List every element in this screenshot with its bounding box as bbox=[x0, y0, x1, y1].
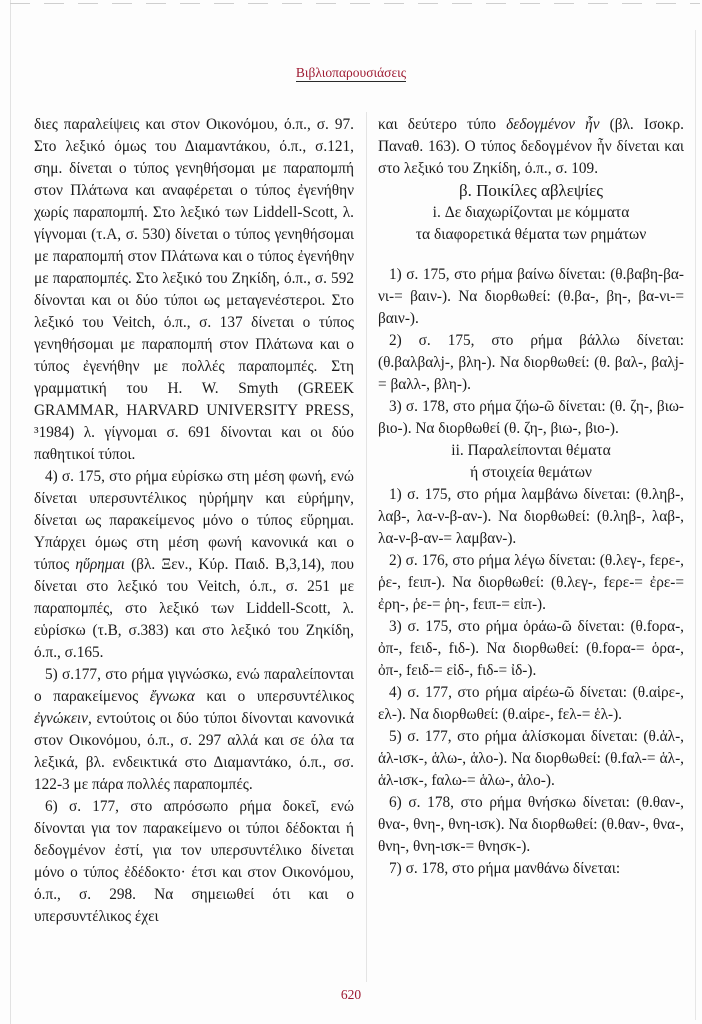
italic-term: ἐγνώκειν bbox=[34, 710, 88, 727]
list-item-ii-6: 6) σ. 178, στο ρήμα θνήσκω δίνεται: (θ.θαν-, θνα-, θνη-, θνη-ισκ). Να διορθωθεί: (θ.θαν-, θνα-, θνη-, θνη-ισκ-= θνησκ-). bbox=[378, 794, 684, 855]
italic-term: δεδογμένον ἦν bbox=[506, 116, 600, 133]
paragraph-continuation: διες παραλείψεις και στον Οικονόμου, ό.π., σ. 97. Στο λεξικό όμως του Διαμαντάκου, ό.π., σ.121, σημ. δίνεται ο τύπος γενηθήσομαι με παραπομπή στον Πλάτωνα και αναφέρεται ο τύπος ἐγενήθην χωρίς παραπομπή. Στο λεξικό των Liddell-Scott, λ. γίγνομαι (τ.Α, σ. 530) δίνεται ο τύπος γενηθήσομαι με παραπομπή στον Πλάτωνα και ο τύπος ἐγενήθην με παραπομπές. Στο λεξικό του Ζηκίδη, ό.π., σ. 592 δίνονται και οι δύο τύποι ως μεταγενέστεροι. Στο λεξικό του Veitch, ό.π., σ. 137 δίνεται ο τύπος γενηθήσομαι με παραπομπή στον Πλάτωνα και ο τύπος ἐγενήθην με πολλές παραπομπές. Στη γραμματική του H. W. Smyth (GREEK GRAMMAR, HARVARD UNIVERSITY PRESS, ³1984) λ. γίγνομαι σ. 691 δίνονται και οι δύο παθητικοί τύποι. bbox=[34, 116, 354, 463]
italic-term: ἔγνωκα bbox=[149, 688, 195, 705]
list-item-ii-5: 5) σ. 177, στο ρήμα ἁλίσκομαι δίνεται: (θ.ἁλ-, ἁλ-ισκ-, ἁλω-, ἁλο-). Να διορθωθεί: (θ.fαλ-= ἁλ-, ἁλ-ισκ-, fαλω-= ἁλω-, ἁλο-). bbox=[378, 728, 684, 789]
column-divider bbox=[366, 112, 367, 982]
list-item-ii-4: 4) σ. 177, στο ρήμα αἱρέω-ῶ δίνεται: (θ.αἱρε-, ελ-). Να διορθωθεί: (θ.αἱρε-, fελ-= ἑλ-). bbox=[378, 684, 684, 723]
list-item-ii-7: 7) σ. 178, στο ρήμα μανθάνω δίνεται: bbox=[389, 860, 621, 877]
subheading-i-line1: i. Δε διαχωρίζονται με κόμματα bbox=[432, 204, 630, 221]
paragraph-item-6: 6) σ. 177, στο απρόσωπο ρήμα δοκεῖ, ενώ δίνονται για τον παρακείμενο οι τύποι δέδοκται ή δεδογμένον ἐστί, για τον υπερσυντέλικο δίνεται μόνο ο τύπος ἐδέδοκτο· έτσι και στον Οικονόμου, ό.π., σ. 298. Να σημειωθεί ότι και ο υπερσυντέλικος έχει bbox=[34, 798, 354, 925]
left-column bbox=[34, 114, 354, 928]
subheading-i-line2: τα διαφορετικά θέματα των ρημάτων bbox=[415, 226, 647, 243]
page-edge-left bbox=[10, 0, 11, 1024]
list-item-i-3: 3) σ. 178, στο ρήμα ζήω-ῶ δίνεται: (θ. ζη-, βιω-βιο-). Να διορθωθεί (θ. ζη-, βιω-, βιο-). bbox=[378, 398, 684, 437]
paragraph-item-5: 5) σ.177, στο ρήμα γιγνώσκω, ενώ παραλείπονται ο παρακείμενος ἔγνωκα και ο υπερσυντέλικος ἐγνώκειν, εντούτοις οι δύο τύποι δίνονται κανονικά στον Οικονόμου, ό.π., σ. 297 αλλά και σε όλα τα λεξικά, βλ. ενδεικτικά στο Διαμαντάκο, ό.π., σσ. 122-3 με πάρα πολλές παραπομπές. bbox=[34, 666, 354, 793]
list-item-i-1: 1) σ. 175, στο ρήμα βαίνω δίνεται: (θ.βαβη-βα-νι-= βαιν-). Να διορθωθεί: (θ.βα-, βη-, βα-νι-= βαιν-). bbox=[378, 266, 684, 327]
paragraph-item-4: 4) σ. 175, στο ρήμα εὑρίσκω στη μέση φωνή, ενώ δίνεται υπερσυντέλικος ηὑρήμην και εὑρήμην, δίνεται ως παρακείμενος μόνο ο τύπος εὕρημαι. Υπάρχει όμως στη μέση φωνή κανονικά και ο τύπος ηὕρημαι (βλ. Ξεν., Κύρ. Παιδ. Β,3,14), που δίνεται στο λεξικό του Veitch, ό.π., σ. 251 με παραπομπές, στο λεξικό των Liddell-Scott, λ. εὑρίσκω (τ.Β, σ.383) και στο λεξικό του Ζηκίδη, ό.π., σ.165. bbox=[34, 468, 354, 661]
list-item-ii-3: 3) σ. 175, στο ρήμα ὁράω-ῶ δίνεται: (θ.fορα-, ὀπ-, fειδ-, fιδ-). Να διορθωθεί: (θ.fορα-= ὁρα-, ὀπ-, fειδ-= εἰδ-, fιδ-= ἰδ-). bbox=[378, 618, 684, 679]
section-heading-beta: β. Ποικίλες αβλεψίες bbox=[458, 181, 604, 200]
list-item-ii-1: 1) σ. 175, στο ρήμα λαμβάνω δίνεται: (θ.ληβ-, λαβ-, λα-ν-β-αν-). Να διορθωθεί: (θ.ληβ-, λαβ-, λα-ν-β-αν-= λαμβαν-). bbox=[378, 486, 684, 547]
paragraph-continuation: και δεύτερο τύπο δεδογμένον ἦν (βλ. Ισοκρ. Παναθ. 163). Ο τύπος δεδογμένον ἦν δίνεται και στο λεξικό του Ζηκίδη, ό.π., σ. 109. bbox=[378, 116, 684, 177]
running-head-title: Βιβλιοπαρουσιάσεις bbox=[295, 65, 407, 80]
page-number: 620 bbox=[340, 987, 362, 1002]
subheading-ii-line2: ή στοιχεία θεμάτων bbox=[470, 464, 592, 481]
list-item-i-2: 2) σ. 175, στο ρήμα βάλλω δίνεται: (θ.βαλβαλj-, βλη-). Να διορθωθεί: (θ. βαλ-, βαλj-= βαλλ-, βλη-). bbox=[378, 332, 684, 393]
running-head bbox=[0, 64, 702, 82]
list-item-ii-2: 2) σ. 176, στο ρήμα λέγω δίνεται: (θ.λεγ-, fερε-, ῥε-, fειπ-). Να διορθωθεί: (θ.λεγ-, fερε-= ἐρε-= ἐρη-, ῥε-= ῥη-, fειπ-= εἰπ-). bbox=[378, 552, 684, 613]
page-edge-right bbox=[695, 30, 696, 1020]
right-column bbox=[378, 114, 684, 880]
page-edge-top bbox=[10, 3, 700, 4]
subheading-ii-line1: ii. Παραλείπονται θέματα bbox=[451, 442, 611, 459]
italic-term: ηὕρημαι bbox=[75, 556, 125, 573]
